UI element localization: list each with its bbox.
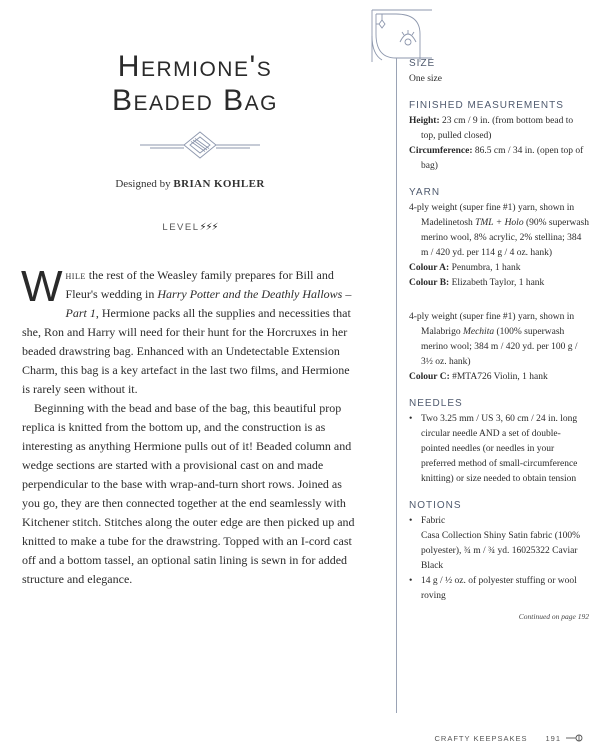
colour-a: [409, 261, 589, 276]
intro-smallcaps: hile: [65, 268, 86, 282]
colour-c-label: Colour C:: [409, 372, 450, 382]
colour-c: [409, 370, 589, 385]
intro-text-segment: the rest of the Weasley family prepares for Bill and Fleur's wedding in: [65, 268, 334, 301]
intro-paragraph-2: Beginning with the bead and base of the bag, this beautiful prop replica is knitted from the bottom up, and the construction is as interesting as anything Hermione pulls out of it! Beaded column and wedge sections are started with a provisional cast on and made perpendicular to the base with wrap-and-turn short rows. Joined as you go, they are then connected together at the end seamlessly with Kitchener stitch. Stitches along the outer edge are then picked up and knitted to make a tube for the drawstring. Topped with an I-cord cast off and a bottom tassel, an optional satin lining is sewn in for added structure and elegance.: [22, 401, 355, 586]
colour-c-value: #MTA726 Violin, 1 hank: [449, 372, 548, 382]
folio-ornament-icon: [566, 733, 584, 743]
pattern-specs: [409, 57, 589, 624]
lightning-bolt-icon: ⚡⚡⚡: [199, 222, 218, 233]
yarn-2-text: 4-ply weight (super fine #1) yarn, shown in Malabrigo: [409, 312, 575, 337]
yarn-1: [409, 201, 589, 261]
size-value: One size: [409, 74, 442, 84]
yarn-2-text: (100% superwash merino wool; 384 m / 420 yd. per 100 g / 3½ oz. hank): [421, 327, 578, 367]
intro-text-segment: , Hermione packs all the supplies and necessities that she, Ron and Harry will need for their hunt for the Horcruxes in her beaded drawstring bag. Enhanced with an Undetectable Extension Charm, this bag is a key artefact in the last two films, and Hermione is rarely seen without it.: [22, 306, 351, 396]
finished-measurements-heading: FINISHED MEASUREMENTS: [409, 100, 564, 111]
colour-a-label: Colour A:: [409, 263, 450, 273]
yarn-1-name: TML + Holo: [475, 218, 524, 228]
drop-cap: W: [21, 262, 63, 311]
art-deco-ornament-icon: [140, 130, 260, 160]
designer-prefix: Designed by: [115, 178, 171, 190]
colour-b-value: Elizabeth Taylor, 1 hank: [449, 278, 545, 288]
level-label: LEVEL: [162, 222, 200, 233]
corner-ornament-icon: [370, 8, 434, 64]
height-entry: [409, 114, 589, 144]
difficulty-level: [40, 222, 340, 233]
yarn-1-text: (90% superwash merino wool, 8% acrylic, 2% stellina; 384 m / 420 yd. per 114 g / 4 oz. hank): [421, 218, 590, 258]
page-title: [40, 50, 350, 118]
yarn-heading: YARN: [409, 187, 441, 198]
needles-item: • Two 3.25 mm / US 3, 60 cm / 24 in. long circular needle AND a set of double-pointed needles (or needles in your preferred method of small-circumference knitting) or size needed to obtain tension: [409, 412, 589, 487]
title-line-2: Beaded Bag: [111, 84, 279, 117]
page-footer: [435, 733, 585, 743]
colour-b: [409, 276, 589, 291]
intro-text: [21, 262, 358, 589]
yarn-1-text: 4-ply weight (super fine #1) yarn, shown in Madelinetosh: [409, 203, 575, 228]
notions-item-stuffing: • 14 g / ½ oz. of polyester stuffing or wool roving: [409, 574, 589, 604]
colour-b-label: Colour B:: [409, 278, 450, 288]
column-divider: [396, 58, 397, 713]
title-line-1: Hermione's: [117, 50, 273, 83]
footer-section: CRAFTY KEEPSAKES: [434, 733, 528, 743]
circumference-entry: [409, 144, 589, 174]
yarn-2-name: Mechita: [462, 327, 495, 337]
notions-heading: NOTIONS: [409, 500, 462, 511]
needles-heading: NEEDLES: [409, 398, 463, 409]
film-title: Harry Potter and the Deathly Hallows – Part 1: [65, 287, 352, 320]
colour-a-value: Penumbra, 1 hank: [449, 263, 521, 273]
size-heading: SIZE: [409, 58, 436, 69]
intro-paragraph-1: [21, 262, 358, 399]
designer-credit: [40, 178, 340, 190]
height-label: Height:: [409, 116, 440, 126]
page-number: 191: [545, 733, 561, 743]
circumference-label: Circumference:: [409, 146, 473, 156]
circumference-value: 86.5 cm / 34 in. (open top of bag): [421, 146, 584, 171]
notions-item-fabric: • Fabric Casa Collection Shiny Satin fabric (100% polyester), ¾ m / ¾ yd. 16025322 Caviar Black: [409, 514, 589, 574]
yarn-2: [409, 310, 589, 370]
height-value: 23 cm / 9 in. (from bottom bead to top, pulled closed): [421, 116, 574, 141]
designer-name: BRIAN KOHLER: [173, 178, 265, 190]
continued-note: Continued on page 192: [518, 612, 589, 621]
